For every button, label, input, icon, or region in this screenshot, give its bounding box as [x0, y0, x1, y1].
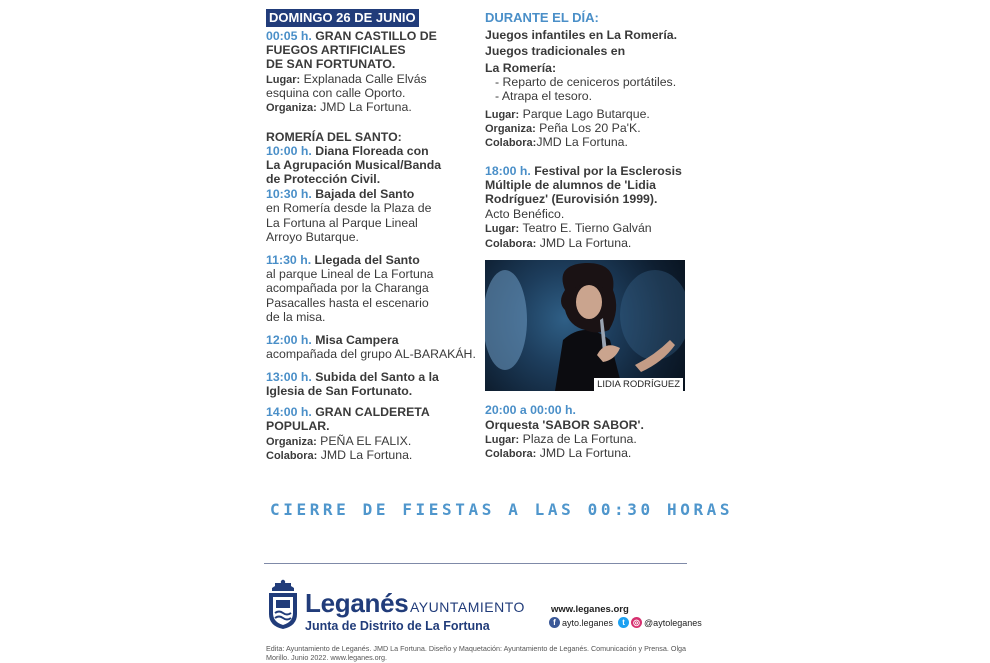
- organiza-value: Peña Los 20 Pa'K.: [539, 121, 641, 135]
- event-text: Múltiple de alumnos de 'Lidia: [485, 178, 656, 192]
- event-bajada-line1: [266, 187, 414, 202]
- organiza-label: Organiza:: [266, 102, 317, 114]
- event-time: 10:00 h.: [266, 144, 312, 158]
- event-misa-line1: [266, 333, 399, 348]
- activity-colabora: [485, 135, 628, 151]
- lugar-value: Teatro E. Tierno Galván: [522, 221, 652, 235]
- event-castillo-line1: [266, 29, 437, 44]
- event-colabora: [485, 236, 631, 252]
- event-text: Acto Benéfico.: [485, 207, 565, 221]
- twitter-icon[interactable]: t: [618, 617, 629, 628]
- activity-bullet: - Reparto de ceniceros portátiles.: [495, 75, 677, 89]
- facebook-handle[interactable]: ayto.leganes: [562, 617, 614, 628]
- event-text: acompañada por la Charanga: [266, 281, 429, 295]
- event-time: 13:00 h.: [266, 370, 312, 384]
- colabora-label: Colabora:: [485, 238, 537, 250]
- event-text: POPULAR.: [266, 419, 330, 433]
- lugar-value: Parque Lago Butarque.: [522, 107, 650, 121]
- brand-name: Leganés: [305, 588, 409, 618]
- event-text: de la misa.: [266, 310, 326, 324]
- event-title: DE SAN FORTUNATO.: [266, 57, 396, 71]
- event-time: 00:05 h.: [266, 29, 312, 43]
- event-time: 12:00 h.: [266, 333, 312, 347]
- brand-ayuntamiento: AYUNTAMIENTO: [410, 599, 525, 615]
- event-lugar: [485, 221, 652, 237]
- event-colabora: [266, 448, 412, 464]
- event-organiza: [266, 100, 412, 116]
- romeria-heading: ROMERÍA DEL SANTO:: [266, 130, 402, 144]
- event-title: FUEGOS ARTIFICIALES: [266, 43, 406, 57]
- event-colabora: [485, 446, 631, 462]
- activity-text: Juegos infantiles en La Romería.: [485, 28, 678, 42]
- event-text: Misa Campera: [315, 333, 399, 347]
- activity-text: La Romería:: [485, 61, 557, 75]
- event-caldereta-line1: [266, 405, 430, 420]
- event-text: Arroyo Butarque.: [266, 230, 359, 244]
- colabora-value: JMD La Fortuna.: [539, 236, 632, 250]
- organiza-label: Organiza:: [266, 436, 317, 448]
- organiza-label: Organiza:: [485, 123, 536, 135]
- website-link[interactable]: www.leganes.org: [551, 604, 629, 615]
- event-text: Pasacalles hasta el escenario: [266, 296, 429, 310]
- lugar-label: Lugar:: [266, 74, 301, 86]
- singer-illustration: [485, 260, 685, 391]
- colabora-label: Colabora:: [485, 448, 537, 460]
- organiza-value: JMD La Fortuna.: [320, 100, 412, 114]
- social-links: [549, 617, 702, 628]
- event-text: en Romería desde la Plaza de: [266, 201, 432, 215]
- durante-heading: DURANTE EL DÍA:: [485, 10, 599, 25]
- event-text: de Protección Civil.: [266, 172, 381, 186]
- lugar-value: esquina con calle Oporto.: [266, 86, 406, 100]
- colabora-label: Colabora:: [266, 450, 318, 462]
- event-text: La Agrupación Musical/Banda: [266, 158, 442, 172]
- event-title: GRAN CASTILLO DE: [315, 29, 437, 43]
- facebook-icon[interactable]: f: [549, 617, 560, 628]
- lugar-value: Explanada Calle Elvás: [303, 72, 427, 86]
- event-text: Orquesta 'SABOR SABOR'.: [485, 418, 644, 432]
- colabora-label: Colabora:: [485, 137, 537, 149]
- lugar-value: Plaza de La Fortuna.: [522, 432, 637, 446]
- event-text: La Fortuna al Parque Lineal: [266, 216, 418, 230]
- brand-junta: Junta de Distrito de La Fortuna: [305, 619, 490, 633]
- event-text: Rodríguez' (Eurovisión 1999).: [485, 192, 658, 206]
- event-time: 10:30 h.: [266, 187, 312, 201]
- event-text: Subida del Santo a la: [315, 370, 439, 384]
- event-subida-line1: [266, 370, 439, 385]
- activity-text: Juegos tradicionales en: [485, 44, 626, 58]
- event-text: Iglesia de San Fortunato.: [266, 384, 413, 398]
- event-diana-line1: [266, 144, 429, 159]
- organiza-value: PEÑA EL FALIX.: [320, 434, 412, 448]
- lugar-label: Lugar:: [485, 223, 520, 235]
- event-text: Bajada del Santo: [315, 187, 415, 201]
- event-time: 18:00 h.: [485, 164, 531, 178]
- instagram-icon[interactable]: ◎: [631, 617, 642, 628]
- singer-photo: [485, 260, 685, 391]
- leganes-crest-icon: [266, 578, 300, 630]
- social-handle[interactable]: @aytoleganes: [644, 617, 702, 628]
- colabora-value: JMD La Fortuna.: [536, 135, 628, 149]
- event-text: acompañada del grupo AL-BARAKÁH.: [266, 347, 476, 361]
- event-text: GRAN CALDERETA: [315, 405, 430, 419]
- event-text: Festival por la Esclerosis: [534, 164, 682, 178]
- colabora-value: JMD La Fortuna.: [320, 448, 413, 462]
- event-llegada-line1: [266, 253, 420, 268]
- event-text: Diana Floreada con: [315, 144, 429, 158]
- footer-divider: [264, 563, 687, 564]
- event-text: Llegada del Santo: [314, 253, 420, 267]
- event-time: 20:00 a 00:00 h.: [485, 403, 576, 417]
- lugar-label: Lugar:: [485, 434, 520, 446]
- colabora-value: JMD La Fortuna.: [539, 446, 632, 460]
- credits-text: Edita: Ayuntamiento de Leganés. JMD La Fortuna. Diseño y Maquetación: Ayuntamiento de Leganés. Comunicación y Prensa. Olga Morillo. Junio 2022. www.leganes.org.: [266, 644, 687, 662]
- event-festival-line1: [485, 164, 682, 179]
- photo-caption: LIDIA RODRÍGUEZ: [594, 378, 683, 391]
- closing-banner: CIERRE DE FIESTAS A LAS 00:30 HORAS: [270, 500, 734, 519]
- event-orquesta-time: [485, 403, 576, 418]
- lugar-label: Lugar:: [485, 109, 520, 121]
- day-header: DOMINGO 26 DE JUNIO: [266, 9, 419, 27]
- event-time: 14:00 h.: [266, 405, 312, 419]
- event-text: al parque Lineal de La Fortuna: [266, 267, 434, 281]
- activity-bullet: - Atrapa el tesoro.: [495, 89, 593, 103]
- event-time: 11:30 h.: [266, 253, 312, 267]
